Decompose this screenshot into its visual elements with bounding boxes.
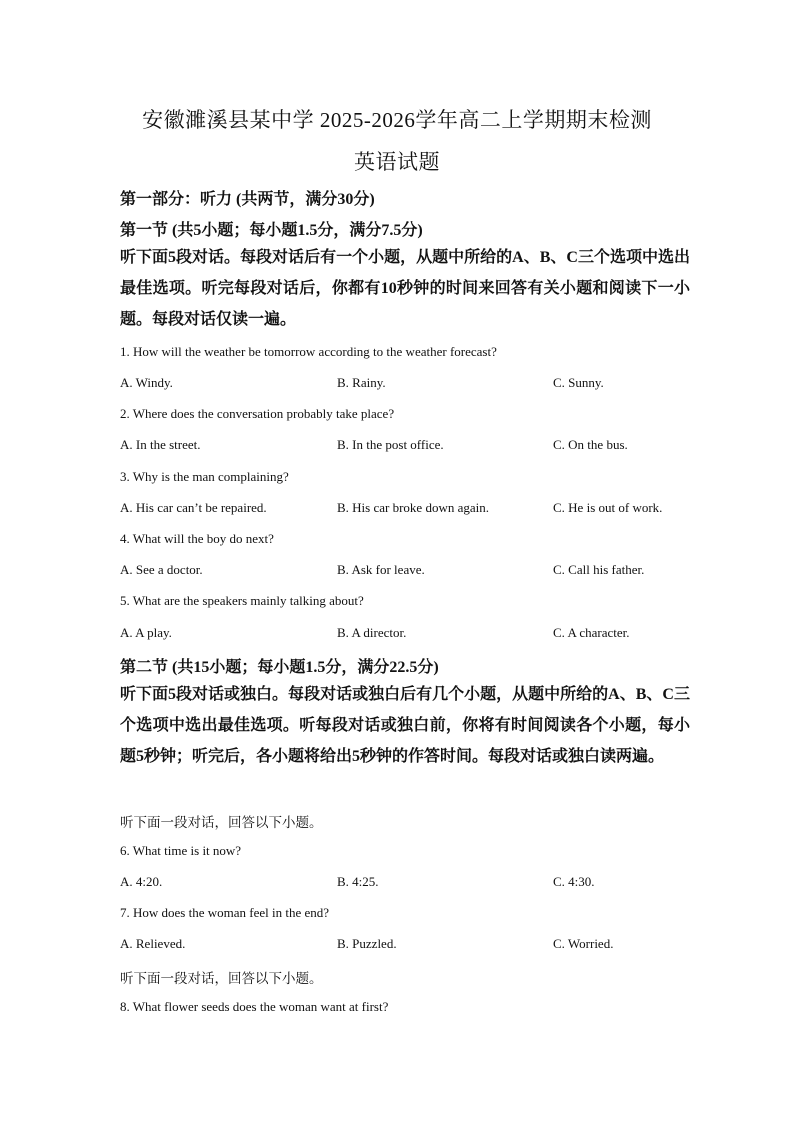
option-c: C. Worried.	[553, 936, 614, 951]
question-text: 8. What flower seeds does the woman want at first?	[120, 999, 389, 1014]
exam-title: 安徽濉溪县某中学 2025-2026学年高二上学期期末检测	[142, 108, 652, 132]
option-b: B. 4:25.	[337, 874, 379, 889]
option-b: B. Ask for leave.	[337, 562, 425, 577]
option-c: C. He is out of work.	[553, 500, 663, 515]
listening-note: 听下面一段对话，回答以下小题。	[120, 971, 323, 986]
exam-subtitle: 英语试题	[354, 150, 440, 174]
option-a: A. Windy.	[120, 375, 173, 390]
option-c: C. A character.	[553, 625, 630, 640]
question-text: 6. What time is it now?	[120, 843, 242, 858]
option-c: C. Sunny.	[553, 375, 604, 390]
option-c: C. On the bus.	[553, 437, 628, 452]
question-text: 2. Where does the conversation probably take place?	[120, 406, 395, 421]
option-b: B. His car broke down again.	[337, 500, 489, 515]
question-text: 7. How does the woman feel in the end?	[120, 905, 330, 920]
section1-heading: 第一节 (共5小题；每小题1.5分，满分7.5分)	[120, 222, 423, 239]
option-a: A. His car can’t be repaired.	[120, 500, 267, 515]
part1-heading: 第一部分：听力 (共两节，满分30分)	[120, 191, 375, 208]
section2-heading: 第二节 (共15小题；每小题1.5分，满分22.5分)	[120, 659, 439, 676]
option-a: A. See a doctor.	[120, 562, 203, 577]
option-a: A. In the street.	[120, 437, 201, 452]
listening-note: 听下面一段对话，回答以下小题。	[120, 815, 323, 830]
section1-instructions: 听下面5段对话。每段对话后有一个小题，从题中所给的A、B、C三个选项中选出最佳选项。听完每段对话后，你都有10秒钟的时间来回答有关小题和阅读下一小题。每段对话仅读一遍。	[120, 249, 690, 328]
option-c: C. 4:30.	[553, 874, 595, 889]
question-text: 4. What will the boy do next?	[120, 531, 274, 546]
option-a: A. A play.	[120, 625, 172, 640]
section2-instructions: 听下面5段对话或独白。每段对话或独白后有几个小题，从题中所给的A、B、C三个选项中选出最佳选项。听每段对话或独白前，你将有时间阅读各个小题，每小题5秒钟；听完后，各小题将给出5秒钟的作答时间。每段对话或独白读两遍。	[120, 686, 690, 765]
option-a: A. 4:20.	[120, 874, 163, 889]
option-b: B. Puzzled.	[337, 936, 397, 951]
option-c: C. Call his father.	[553, 562, 645, 577]
option-b: B. Rainy.	[337, 375, 386, 390]
option-b: B. In the post office.	[337, 437, 444, 452]
option-b: B. A director.	[337, 625, 407, 640]
question-text: 3. Why is the man complaining?	[120, 469, 289, 484]
question-text: 1. How will the weather be tomorrow according to the weather forecast?	[120, 344, 497, 359]
question-text: 5. What are the speakers mainly talking about?	[120, 593, 364, 608]
option-a: A. Relieved.	[120, 936, 186, 951]
